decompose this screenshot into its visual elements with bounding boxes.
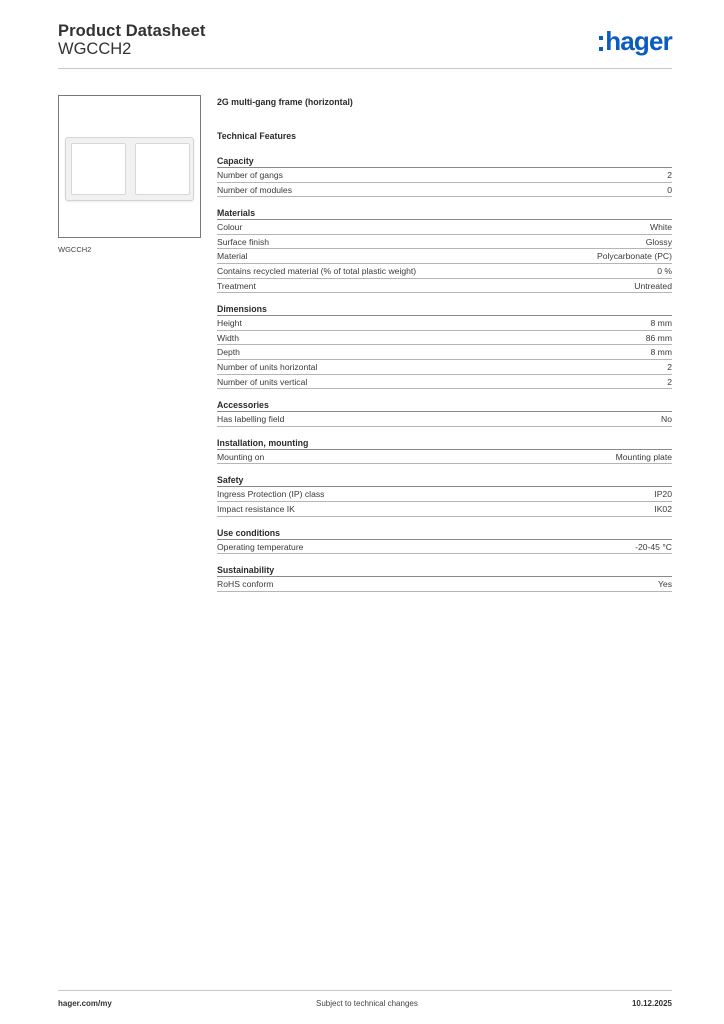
spec-label: Width [217, 332, 239, 343]
spec-row [217, 540, 672, 555]
spec-row [217, 331, 672, 346]
spec-value: 0 % [657, 265, 672, 276]
frame-opening-right [135, 143, 190, 195]
spec-value: -20-45 °C [635, 541, 672, 552]
product-code: WGCCH2 [58, 40, 132, 58]
spec-row [217, 360, 672, 375]
spec-label: Mounting on [217, 451, 265, 462]
spec-value: 8 mm [650, 347, 672, 358]
product-description: 2G multi-gang frame (horizontal) [217, 97, 353, 107]
spec-value: IP20 [654, 489, 672, 500]
spec-label: Number of modules [217, 184, 292, 195]
section-title: Safety [217, 474, 672, 487]
spec-label: Number of units vertical [217, 376, 308, 387]
spec-section [217, 155, 672, 197]
header-divider [58, 68, 672, 69]
spec-section [217, 437, 672, 465]
product-image [58, 95, 201, 238]
footer-divider [58, 990, 672, 991]
section-title: Sustainability [217, 564, 672, 577]
spec-value: 2 [667, 170, 672, 180]
spec-row [217, 264, 672, 279]
spec-value: 2 [667, 376, 672, 387]
spec-label: Height [217, 318, 242, 329]
logo-colon-icon [599, 36, 603, 51]
spec-value: Mounting plate [615, 451, 672, 462]
section-title: Materials [217, 207, 672, 220]
image-caption: WGCCH2 [58, 245, 92, 254]
document-title: Product Datasheet [58, 22, 206, 40]
spec-row [217, 412, 672, 427]
spec-section [217, 303, 672, 389]
spec-row [217, 168, 672, 183]
spec-label: Surface finish [217, 236, 270, 247]
spec-value: Yes [657, 579, 672, 590]
spec-section [217, 207, 672, 293]
multi-gang-frame-illustration [65, 137, 194, 201]
spec-label: Number of gangs [217, 170, 283, 180]
logo-text: hager [605, 26, 672, 56]
hager-logo [599, 27, 672, 55]
spec-value: 2 [667, 361, 672, 372]
spec-row [217, 450, 672, 465]
spec-row [217, 345, 672, 360]
frame-opening-left [71, 143, 126, 195]
spec-section [217, 564, 672, 592]
technical-content [217, 97, 672, 602]
spec-section [217, 527, 672, 555]
footer-date: 10.12.2025 [631, 999, 672, 1008]
spec-value: No [661, 414, 672, 425]
spec-value: Glossy [645, 236, 672, 247]
spec-value: Untreated [634, 280, 672, 291]
spec-row [217, 249, 672, 264]
section-title: Dimensions [217, 303, 672, 316]
spec-row [217, 235, 672, 250]
spec-row [217, 279, 672, 294]
spec-row [217, 487, 672, 502]
spec-row [217, 502, 672, 517]
spec-value: 8 mm [650, 318, 672, 329]
spec-section [217, 474, 672, 516]
spec-label: Material [217, 251, 248, 262]
spec-value: White [650, 222, 672, 233]
spec-label: RoHS conform [217, 579, 274, 590]
spec-row [217, 375, 672, 390]
spec-label: Contains recycled material (% of total plastic weight) [217, 265, 417, 276]
spec-label: Number of units horizontal [217, 361, 318, 372]
spec-section [217, 399, 672, 427]
spec-value: 86 mm [645, 332, 672, 343]
footer-website: hager.com/my [58, 999, 112, 1008]
spec-row [217, 316, 672, 331]
spec-label: Treatment [217, 280, 256, 291]
footer-notice: Subject to technical changes [316, 999, 418, 1008]
spec-row [217, 220, 672, 235]
spec-label: Has labelling field [217, 414, 285, 425]
spec-sections [217, 155, 672, 592]
section-title: Capacity [217, 155, 672, 168]
spec-label: Depth [217, 347, 240, 358]
spec-label: Operating temperature [217, 541, 304, 552]
spec-value: IK02 [654, 503, 672, 514]
section-title: Use conditions [217, 527, 672, 540]
spec-label: Impact resistance IK [217, 503, 295, 514]
section-title: Accessories [217, 399, 672, 412]
spec-row [217, 577, 672, 592]
technical-features-heading: Technical Features [217, 131, 297, 141]
section-title: Installation, mounting [217, 437, 672, 450]
spec-label: Ingress Protection (IP) class [217, 489, 325, 500]
spec-value: 0 [667, 184, 672, 195]
page-header [58, 20, 672, 70]
spec-row [217, 183, 672, 198]
spec-value: Polycarbonate (PC) [597, 251, 672, 262]
spec-label: Colour [217, 222, 243, 233]
